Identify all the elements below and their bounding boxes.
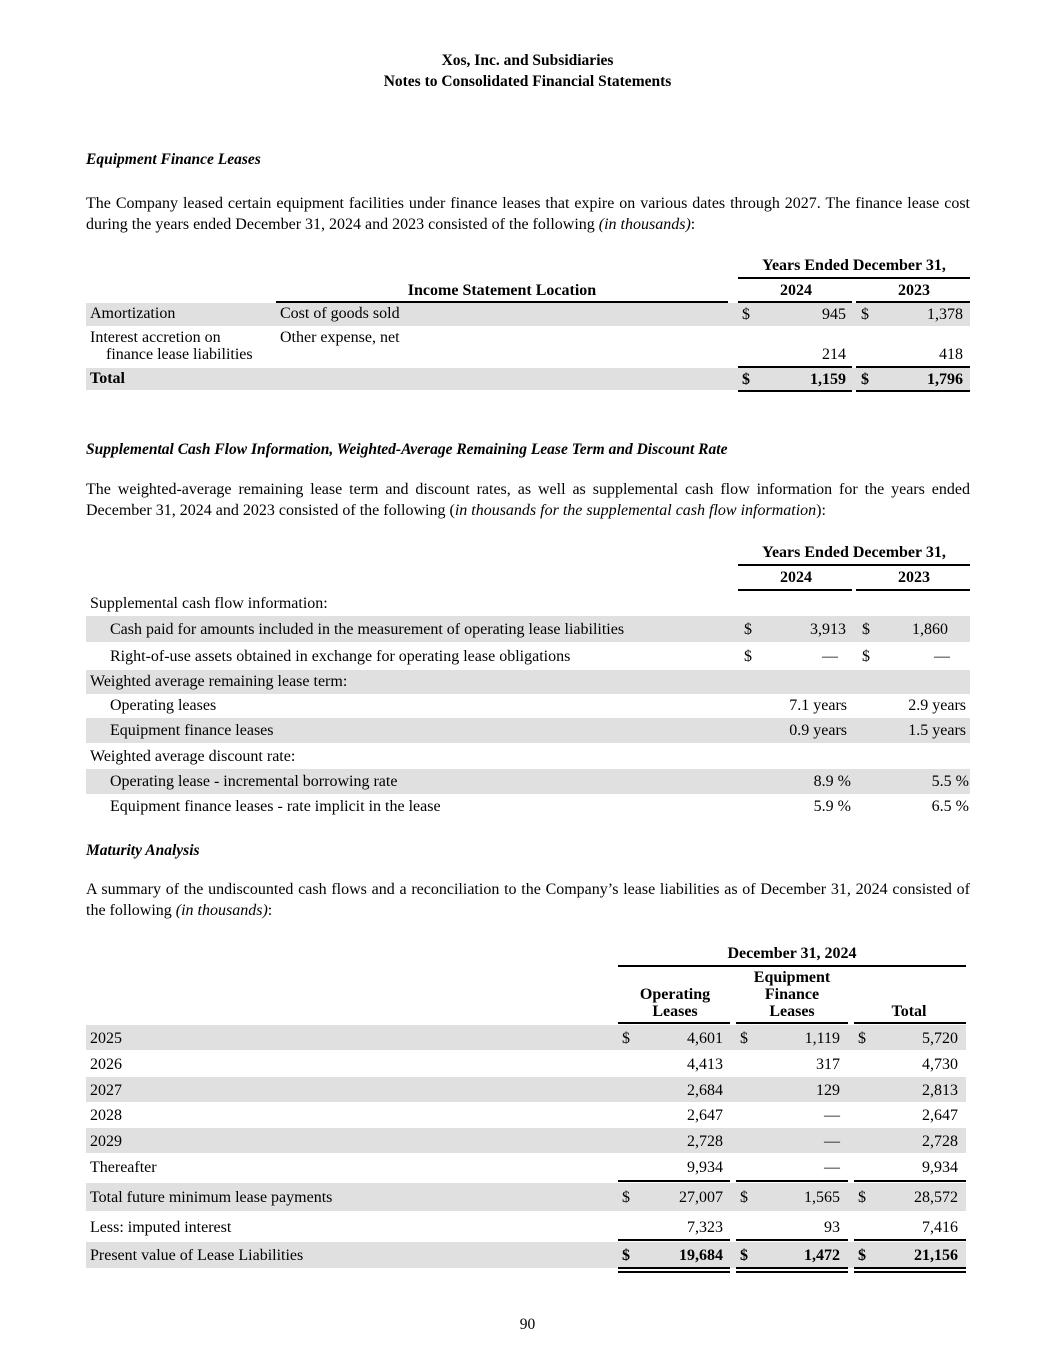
finance-leases-paragraph: The Company leased certain equipment facilities under finance leases that expire on various dates through 2027. The finance lease cost during the years ended December 31, 2024 and 2023 consisted of the following (in thousands):: [86, 195, 970, 233]
row-label: 2029: [90, 1133, 122, 1150]
underline-rule: [618, 1239, 730, 1241]
currency-symbol: $: [622, 1189, 630, 1206]
operating-leases-value: 9,934: [687, 1159, 723, 1176]
page-number: 90: [519, 1316, 536, 1333]
total-value: 28,572: [914, 1189, 958, 1206]
currency-symbol: $: [622, 1247, 630, 1264]
equipment-finance-leases-value: —: [824, 1159, 840, 1176]
currency-symbol: $: [858, 1247, 866, 1264]
table-row-heading: Weighted average remaining lease term:: [90, 673, 348, 690]
total-value: 21,156: [914, 1247, 958, 1264]
total-value: 9,934: [922, 1159, 958, 1176]
equipment-finance-leases-value: 1,565: [804, 1189, 840, 1206]
equipment-finance-leases-value: 317: [816, 1056, 840, 1073]
currency-symbol: $: [740, 1189, 748, 1206]
table-row-heading: Supplemental cash flow information:: [90, 595, 328, 612]
underline-rule: [736, 1180, 848, 1182]
section-title-supplemental: Supplemental Cash Flow Information, Weighted-Average Remaining Lease Term and Discount Rate: [86, 441, 728, 458]
operating-leases-value: 2,647: [687, 1107, 723, 1124]
underline-rule: [854, 1239, 966, 1241]
section-title-maturity: Maturity Analysis: [86, 842, 200, 859]
total-value: 7,416: [922, 1219, 958, 1236]
total-value: 5,720: [922, 1030, 958, 1047]
year-header-2023: 2023: [898, 569, 930, 586]
currency-symbol: $: [740, 1247, 748, 1264]
group-header: December 31, 2024: [727, 945, 857, 962]
underline-rule: [618, 1271, 730, 1273]
equipment-finance-leases-value: 93: [824, 1219, 840, 1236]
equipment-finance-leases-value: 1,119: [804, 1030, 840, 1047]
currency-symbol: $: [858, 1189, 866, 1206]
row-label: Less: imputed interest: [90, 1219, 232, 1236]
underline-rule: [854, 1267, 966, 1269]
row-label: Total future minimum lease payments: [90, 1189, 333, 1206]
group-header: Years Ended December 31,: [762, 257, 946, 274]
group-header: Years Ended December 31,: [762, 544, 946, 561]
year-header-2024: 2024: [780, 569, 812, 586]
location-header: Income Statement Location: [407, 282, 597, 299]
equipment-finance-leases-value: 129: [816, 1082, 840, 1099]
operating-leases-value: 7,323: [687, 1219, 723, 1236]
company-name: Xos, Inc. and Subsidiaries: [441, 52, 614, 69]
currency-symbol: $: [858, 1030, 866, 1047]
currency-symbol: $: [740, 1030, 748, 1047]
underline-rule: [854, 1271, 966, 1273]
total-value: 2,813: [922, 1082, 958, 1099]
total-value: 2,647: [922, 1107, 958, 1124]
document-subtitle: Notes to Consolidated Financial Statements: [383, 73, 672, 90]
underline-rule: [736, 1271, 848, 1273]
equipment-finance-leases-value: —: [824, 1107, 840, 1124]
total-value: 2,728: [922, 1133, 958, 1150]
col-header-total: Total: [891, 1003, 927, 1020]
row-label: 2026: [90, 1056, 122, 1073]
col-header-equipment-finance-leases: Equipment Finance Leases: [753, 969, 831, 1020]
section-title-finance-leases: Equipment Finance Leases: [86, 151, 261, 168]
operating-leases-value: 19,684: [679, 1247, 723, 1264]
operating-leases-value: 27,007: [679, 1189, 723, 1206]
row-label: Thereafter: [90, 1159, 157, 1176]
underline-rule: [736, 1239, 848, 1241]
operating-leases-value: 2,684: [687, 1082, 723, 1099]
col-header-operating-leases: Operating Leases: [639, 986, 711, 1020]
underline-rule: [618, 1180, 730, 1182]
maturity-paragraph: A summary of the undiscounted cash flows and a reconciliation to the Company’s lease liabilities as of December 31, 2024 consisted of the following (in thousands):: [86, 881, 970, 919]
page-header: [0, 50, 1055, 92]
equipment-finance-leases-value: —: [824, 1133, 840, 1150]
row-label: 2027: [90, 1082, 122, 1099]
currency-symbol: $: [622, 1030, 630, 1047]
underline-rule: [618, 1267, 730, 1269]
operating-leases-value: 2,728: [687, 1133, 723, 1150]
year-header-2023: 2023: [898, 282, 930, 299]
row-label: Present value of Lease Liabilities: [90, 1247, 304, 1264]
total-value: 4,730: [922, 1056, 958, 1073]
row-label: 2025: [90, 1030, 122, 1047]
table-row-heading: Weighted average discount rate:: [90, 748, 296, 765]
row-label: 2028: [90, 1107, 122, 1124]
underline-rule: [736, 1267, 848, 1269]
supplemental-paragraph: The weighted-average remaining lease term and discount rates, as well as supplemental cash flow information for the years ended December 31, 2024 and 2023 consisted of the following (in thousands for the supplemental cash flow information):: [86, 481, 970, 519]
equipment-finance-leases-value: 1,472: [804, 1247, 840, 1264]
underline-rule: [854, 1180, 966, 1182]
year-header-2024: 2024: [780, 282, 812, 299]
operating-leases-value: 4,413: [687, 1056, 723, 1073]
operating-leases-value: 4,601: [687, 1030, 723, 1047]
